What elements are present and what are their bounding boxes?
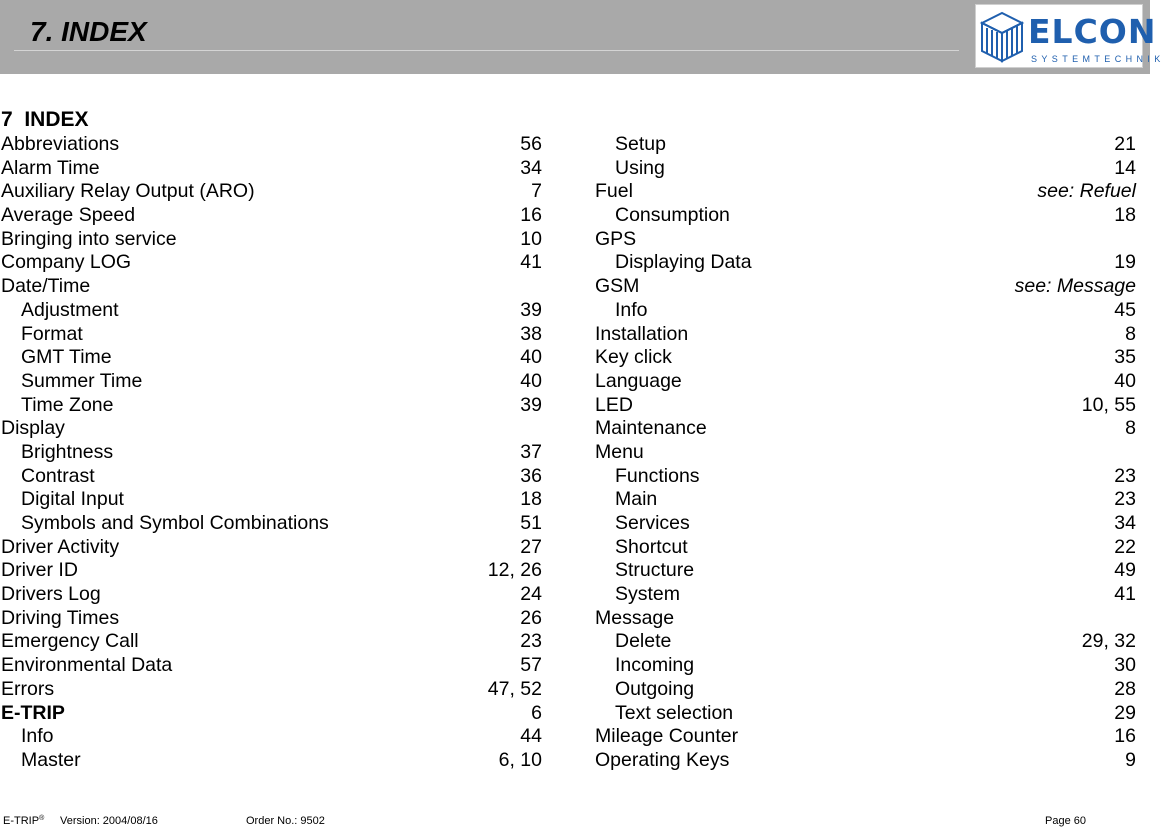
index-entry — [1, 275, 542, 299]
index-term: Incoming — [615, 654, 695, 677]
index-term: Alarm Time — [1, 156, 100, 179]
index-entry — [595, 323, 1136, 347]
index-entry — [1, 488, 542, 512]
index-entry — [595, 678, 1136, 702]
index-term: Abbreviations — [1, 133, 120, 155]
index-entry — [1, 465, 542, 489]
header-title: 7. INDEX — [30, 16, 147, 47]
index-term: Average Speed — [1, 204, 136, 227]
index-term: Date/Time — [1, 275, 91, 298]
footer-registered-mark: ® — [39, 815, 45, 822]
index-term: Drivers Log — [1, 583, 101, 606]
index-term: Installation — [595, 322, 689, 345]
index-term: Fuel — [595, 180, 633, 203]
footer-product-name: E-TRIP — [3, 815, 40, 827]
index-page-numbers: 40 — [1114, 369, 1136, 392]
index-entry — [595, 346, 1136, 370]
index-page-numbers: 41 — [1114, 583, 1136, 606]
index-entry — [1, 583, 542, 607]
index-term: GMT Time — [21, 346, 112, 369]
index-column-left — [1, 133, 542, 773]
index-page-numbers: 41 — [520, 251, 542, 274]
index-page-numbers: 34 — [520, 156, 542, 179]
index-entry — [595, 204, 1136, 228]
index-page-numbers: 14 — [1114, 156, 1136, 179]
index-term: Displaying Data — [615, 251, 752, 274]
index-term: E-TRIP — [1, 701, 65, 724]
index-entry — [1, 536, 542, 560]
index-page-numbers: 10, 55 — [1081, 393, 1136, 416]
index-entry — [595, 749, 1136, 773]
footer-version: Version: 2004/08/16 — [60, 815, 158, 827]
index-entry — [1, 157, 542, 181]
index-entry — [1, 559, 542, 583]
index-entry — [1, 394, 542, 418]
index-term: Errors — [1, 677, 55, 700]
index-term: Brightness — [21, 440, 114, 463]
index-term: GSM — [595, 275, 640, 298]
index-entry — [1, 180, 542, 204]
index-entry — [595, 465, 1136, 489]
index-page-numbers: 39 — [520, 393, 542, 416]
index-entry — [595, 299, 1136, 323]
index-page-numbers: 49 — [1114, 559, 1136, 582]
page-header — [0, 0, 1165, 74]
index-term: Driver Activity — [1, 535, 120, 558]
index-page-numbers: 6, 10 — [498, 748, 542, 771]
index-entry — [1, 204, 542, 228]
index-term: Format — [21, 322, 83, 345]
index-page-numbers: 29, 32 — [1081, 630, 1136, 653]
index-entry — [1, 133, 542, 157]
index-page-numbers: 28 — [1114, 677, 1136, 700]
index-page-numbers: 8 — [1125, 417, 1136, 440]
header-divider — [14, 50, 959, 51]
index-term: Summer Time — [21, 369, 143, 392]
index-cross-reference: see: Message — [1014, 275, 1136, 298]
index-entry — [595, 157, 1136, 181]
index-entry — [1, 251, 542, 275]
index-term: System — [615, 583, 681, 606]
index-page-numbers: 22 — [1114, 535, 1136, 558]
index-term: Symbols and Symbol Combinations — [21, 512, 329, 534]
index-term: Environmental Data — [1, 654, 173, 677]
index-page-numbers: 24 — [520, 583, 542, 606]
index-entry — [595, 607, 1136, 631]
index-term: Time Zone — [21, 393, 114, 416]
index-page-numbers: 6 — [531, 701, 542, 724]
index-term: Master — [21, 748, 81, 771]
index-term: Info — [21, 725, 54, 748]
index-term: Services — [615, 512, 690, 534]
index-entry — [1, 299, 542, 323]
index-page-numbers: 45 — [1114, 298, 1136, 321]
logo-cube-icon — [978, 9, 1026, 65]
index-term: Digital Input — [21, 488, 124, 511]
company-logo — [975, 4, 1165, 68]
index-page-numbers: 26 — [520, 606, 542, 629]
index-page-numbers: 16 — [520, 204, 542, 227]
index-entry — [595, 512, 1136, 536]
index-entry — [1, 228, 542, 252]
index-page-numbers: 8 — [1125, 322, 1136, 345]
index-page-numbers: 19 — [1114, 251, 1136, 274]
index-entry — [595, 370, 1136, 394]
index-entry — [595, 394, 1136, 418]
index-term: Adjustment — [21, 298, 119, 321]
index-entry — [595, 133, 1136, 157]
index-term: Bringing into service — [1, 227, 177, 250]
index-entry — [595, 275, 1136, 299]
index-term: Setup — [615, 133, 666, 155]
index-entry — [1, 417, 542, 441]
page-footer — [0, 815, 1150, 830]
index-page-numbers: 18 — [1114, 204, 1136, 227]
index-term: Mileage Counter — [595, 725, 739, 748]
index-entry — [1, 441, 542, 465]
index-entry — [1, 512, 542, 536]
index-page-numbers: 38 — [520, 322, 542, 345]
index-term: Emergency Call — [1, 630, 139, 653]
footer-product — [3, 815, 44, 827]
index-page-numbers: 21 — [1114, 133, 1136, 155]
footer-page-number: Page 60 — [1045, 815, 1086, 827]
index-entry — [595, 654, 1136, 678]
index-entry — [595, 441, 1136, 465]
index-entry — [595, 180, 1136, 204]
index-page-numbers: 23 — [1114, 488, 1136, 511]
index-page-numbers: 34 — [1114, 512, 1136, 534]
index-entry — [1, 654, 542, 678]
index-page-numbers: 37 — [520, 440, 542, 463]
index-entry — [1, 323, 542, 347]
index-term: Company LOG — [1, 251, 132, 274]
index-entry — [595, 488, 1136, 512]
index-term: Key click — [595, 346, 672, 369]
index-term: Language — [595, 369, 682, 392]
index-page-numbers: 29 — [1114, 701, 1136, 724]
index-entry — [595, 725, 1136, 749]
index-term: Consumption — [615, 204, 730, 227]
index-page-numbers: 44 — [520, 725, 542, 748]
index-page-numbers: 51 — [520, 512, 542, 534]
index-term: Operating Keys — [595, 748, 730, 771]
index-term: Driver ID — [1, 559, 78, 582]
index-entry — [1, 630, 542, 654]
index-term: Menu — [595, 440, 644, 463]
index-entry — [595, 228, 1136, 252]
index-page-numbers: 40 — [520, 369, 542, 392]
index-page-numbers: 27 — [520, 535, 542, 558]
index-page-numbers: 40 — [520, 346, 542, 369]
index-page-numbers: 30 — [1114, 654, 1136, 677]
index-page-numbers: 36 — [520, 464, 542, 487]
index-page-numbers: 47, 52 — [487, 677, 542, 700]
index-term: Driving Times — [1, 606, 120, 629]
index-term: Functions — [615, 464, 700, 487]
index-page-numbers: 56 — [520, 133, 542, 155]
index-cross-reference: see: Refuel — [1037, 180, 1136, 203]
index-term: Text selection — [615, 701, 734, 724]
index-page-numbers: 16 — [1114, 725, 1136, 748]
index-term: Using — [615, 156, 665, 179]
index-term: Shortcut — [615, 535, 688, 558]
index-term: Display — [1, 417, 65, 440]
index-entry — [595, 630, 1136, 654]
index-entry — [595, 536, 1136, 560]
section-heading: 7 INDEX — [1, 108, 89, 131]
index-entry — [595, 417, 1136, 441]
index-entry — [1, 370, 542, 394]
index-column-right — [595, 133, 1136, 773]
index-entry — [1, 702, 542, 726]
index-page-numbers: 10 — [520, 227, 542, 250]
logo-wordmark: ELCON — [1028, 12, 1157, 51]
index-page-numbers: 18 — [520, 488, 542, 511]
index-entry — [1, 346, 542, 370]
index-page-numbers: 39 — [520, 298, 542, 321]
index-page-numbers: 57 — [520, 654, 542, 677]
index-entry — [595, 559, 1136, 583]
index-term: LED — [595, 393, 633, 416]
index-entry — [1, 678, 542, 702]
index-entry — [595, 702, 1136, 726]
index-entry — [1, 607, 542, 631]
index-entry — [1, 749, 542, 773]
index-term: Maintenance — [595, 417, 707, 440]
index-page-numbers: 12, 26 — [487, 559, 542, 582]
index-term: Delete — [615, 630, 672, 653]
index-term: Structure — [615, 559, 695, 582]
index-term: Info — [615, 298, 648, 321]
index-page-numbers: 9 — [1125, 748, 1136, 771]
index-page-numbers: 7 — [531, 180, 542, 203]
index-term: Contrast — [21, 464, 95, 487]
index-term: Main — [615, 488, 658, 511]
index-entry — [595, 583, 1136, 607]
index-term: Auxiliary Relay Output (ARO) — [1, 180, 255, 203]
index-page-numbers: 23 — [520, 630, 542, 653]
logo-subtitle: SYSTEMTECHNIK — [1031, 54, 1165, 64]
index-page-numbers: 35 — [1114, 346, 1136, 369]
index-term: GPS — [595, 227, 637, 250]
index-term: Outgoing — [615, 677, 695, 700]
index-term: Message — [595, 606, 675, 629]
footer-order-number: Order No.: 9502 — [246, 815, 325, 827]
index-entry — [1, 725, 542, 749]
index-page-numbers: 23 — [1114, 464, 1136, 487]
index-entry — [595, 251, 1136, 275]
